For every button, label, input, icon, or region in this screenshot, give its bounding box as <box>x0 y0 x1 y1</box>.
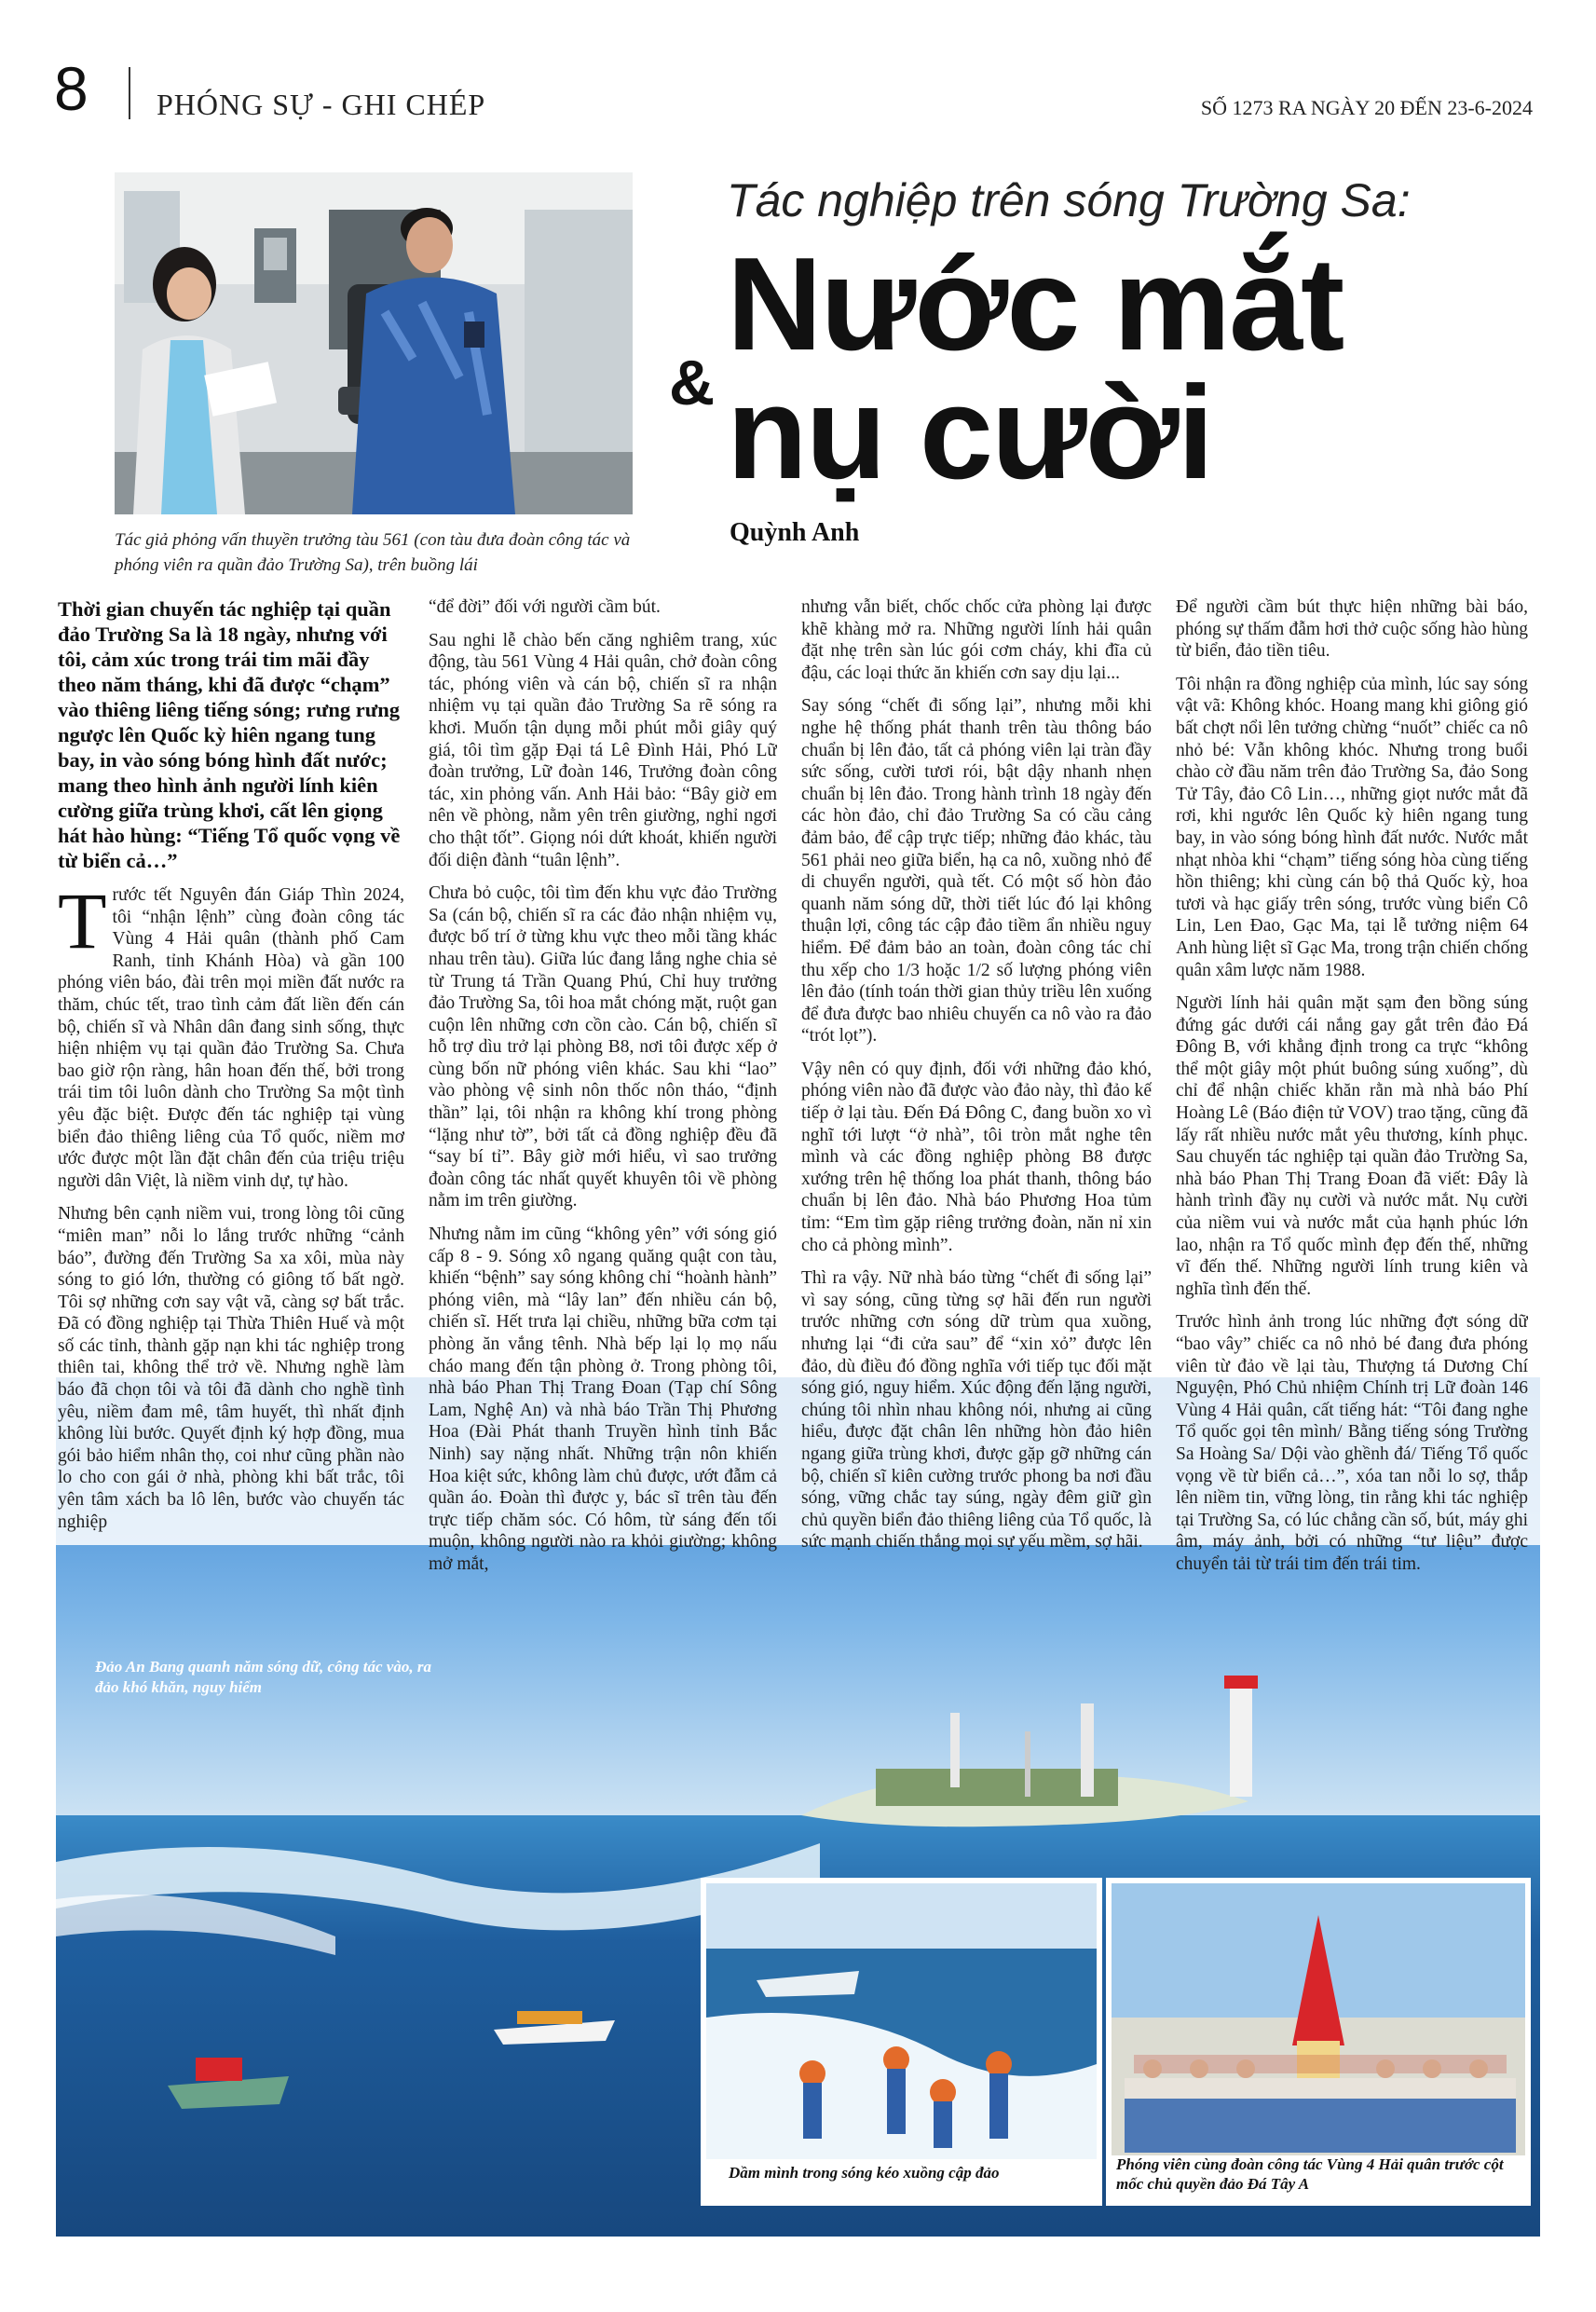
body-paragraph: Thì ra vậy. Nữ nhà báo từng “chết đi sống lại” vì say sóng, cũng từng sợ hãi đến run người trước những cơn sóng dữ trùm qua xuồng, nhưng lại “đi cửa sau” để “xin xỏ” được lên đảo, dù điều đó đồng nghĩa với tiếp tục đối mặt sóng gió, nguy hiểm. Xúc động đến lặng người, chúng tôi nhìn nhau không nói, nhưng ai cũng hiểu, được đặt chân lên những hòn đảo hiên ngang giữa trùng khơi, được gặp gỡ những cán bộ, chiến sĩ kiên cường trước phong ba nơi đầu sóng, vững chắc tay súng, ngày đêm giữ gìn chủ quyền biển đảo thiêng liêng của Tổ quốc, là sức mạnh chiến thắng mọi sự yếu mềm, sợ hãi. <box>801 1268 1152 1553</box>
boat-landing-photo <box>701 1878 1102 2206</box>
drop-cap: T <box>58 876 107 965</box>
body-text: rước tết Nguyên đán Giáp Thìn 2024, tôi “nhận lệnh” cùng đoàn công tác Vùng 4 Hải quân (thành phố Cam Ranh, tỉnh Khánh Hòa) và gần 100 phóng viên báo, đài trên mọi miền đất nước ra thăm, chúc tết, trao tình cảm đất liền đến cán bộ, chiến sĩ và Nhân dân đang sinh sống, thực hiện nhiệm vụ tại quần đảo Trường Sa. Chưa bao giờ rộn ràng, hân hoan đến thế, bởi trong trái tim tôi luôn dành cho Trường Sa một tình yêu đặc biệt. Được đến tác nghiệp tại vùng biển đảo thiêng liêng của Tổ quốc, niềm mơ ước được một lần đặt chân đến của triệu triệu người dân Việt, là niềm vinh dự, tự hào. <box>58 885 404 1191</box>
body-paragraph: Nhưng bên cạnh niềm vui, trong lòng tôi cũng “miên man” nỗi lo lắng trước những “cảnh báo”, đường đến Trường Sa xa xôi, mùa này sóng to gió lớn, thường có giông tố bất ngờ. Tôi sợ những cơn say vật vã, càng sợ bất trắc. Đã có đồng nghiệp tại Thừa Thiên Huế và một số các tỉnh, thành gặp nạn khi tác nghiệp trong thiên tai, không thể trở về. Nhưng nghề làm báo đã chọn tôi và tôi đã dành cho nghề tình yêu, niềm đam mê, tâm huyết, thì nhất định không lùi bước. Quyết định ký hợp đồng, mua gói bảo hiểm nhân thọ, coi như cũng phần nào lo cho con gái ở nhà, phòng khi bất trắc, tôi yên tâm xách ba lô lên, bước vào chuyến tác nghiệp <box>58 1204 404 1532</box>
marker-caption: Phóng viên cùng đoàn công tác Vùng 4 Hải quân trước cột mốc chủ quyền đảo Đá Tây A <box>1116 2155 1504 2193</box>
body-paragraph: Nhưng nằm im cũng “không yên” với sóng gió cấp 8 - 9. Sóng xô ngang quăng quật con tàu, khiến “bệnh” say sóng không chỉ “hoành hành” phóng viên, mà “lây lan” đến nhiều cán bộ, chiến sĩ. Hết trưa lại chiều, những bữa cơm tại phòng ăn vắng tênh. Nhà bếp lại lọ mọ nấu cháo mang đến tận phòng ở. Trong phòng tôi, nhà báo Phan Thị Trang Đoan (Tạp chí Sông Lam, Nghệ An) và nhà báo Trần Thị Phương Hoa (Đài Phát thanh Truyền hình tỉnh Bắc Ninh) say nặng nhất. Những trận nôn khiến Hoa kiệt sức, không làm chủ được, ướt đẫm cả quần áo. Đoàn thì được y, bác sĩ trên tàu đến trực tiếp chăm sóc. Có hôm, từ sáng đến tối muộn, không người nào ra khỏi giường; không mở mắt, <box>429 1224 777 1574</box>
article-column-3 <box>801 596 1152 1603</box>
body-paragraph: “để đời” đối với người cầm bút. <box>429 597 661 617</box>
island-photo-caption: Đảo An Bang quanh năm sóng dữ, công tác vào, ra đảo khó khăn, nguy hiểm <box>95 1658 431 1696</box>
boat-landing-caption: Dầm mình trong sóng kéo xuồng cập đảo <box>729 2164 1000 2182</box>
body-paragraph: Chưa bỏ cuộc, tôi tìm đến khu vực đảo Trường Sa (cán bộ, chiến sĩ ra các đảo nhận nhiệm vụ, được bố trí ở từng khu vực theo mỗi tầng khác nhau trên tàu). Giữa lúc đang lắng nghe chia sẻ từ Trung tá Trần Quang Phú, Chỉ huy trưởng đảo Trường Sa, tôi hoa mắt chóng mặt, ruột gan cuộn lên những cơn cồn cào. Cán bộ, chiến sĩ hỗ trợ dìu trở lại phòng B8, nơi tôi được xếp ở cùng bốn nữ phóng viên khác. Sau khi “lao” vào phòng vệ sinh nôn thốc nôn tháo, “định thần” lại, tôi nhận ra không khí trong phòng “lặng như tờ”, bởi tất cả đồng nghiệp đều đã “say bí tỉ”. Bây giờ mới hiểu, vì sao trưởng đoàn công tác nhất quyết khuyên tôi về phòng nằm im trên giường. <box>429 883 777 1211</box>
body-paragraph: Say sóng “chết đi sống lại”, nhưng mỗi khi nghe hệ thống phát thanh trên tàu thông báo chuẩn bị lên đảo, tất cả phóng viên lại tràn đầy sức sống, cười tươi rói, bật dậy nhanh nhẹn chuẩn bị lên đảo. Trong hành trình 18 ngày đến các hòn đảo, chỉ đảo Trường Sa có cầu cảng đảm bảo, để cập trực tiếp; những đảo khác, tàu 561 phải neo giữa biển, hạ ca nô, xuồng nhỏ để di chuyển người, quà tết. Có một số hòn đảo quanh năm sóng dữ, thời tiết lúc đó lại không thuận lợi, công tác cập đảo tiềm ẩn nhiều nguy hiểm. Để đảm bảo an toàn, đoàn công tác chỉ thu xếp cho 1/3 hoặc 1/2 số lượng phóng viên lên đảo (tính toán thời gian thủy triều lên xuống để đưa được bao nhiêu chuyến ca nô vào ra đảo “trót lọt”). <box>801 696 1152 1047</box>
section-name: PHÓNG SỰ - GHI CHÉP <box>157 88 486 121</box>
body-paragraph: Tôi nhận ra đồng nghiệp của mình, lúc say sóng vật vã: Không khóc. Hoang mang khi giông gió bất chợt nổi lên tưởng chừng “nuốt” chiếc ca nô nhỏ bé: Vẫn không khóc. Nhưng trong buổi chào cờ đầu năm trên đảo Trường Sa, đảo Song Tử Tây, đảo Cô Lin…, những giọt nước mắt đã rơi, khi ngước lên Quốc kỳ hiên ngang tung bay, in vào sóng bóng hình đất nước. Nước mắt nhạt nhòa khi “chạm” tiếng sóng hòa cùng tiếng hồn thiêng; khi cùng cán bộ thả Quốc kỳ, hoa tươi và hạc giấy trên sóng, trước vùng biển Cô Lin, Len Đao, Gạc Ma, tại lễ tưởng niệm 64 Anh hùng liệt sĩ Gạc Ma, trong trận chiến chống quân xâm lược năm 1988. <box>1176 674 1528 980</box>
article-title-line2: nụ cười <box>727 359 1213 507</box>
article-column-1 <box>58 596 404 1603</box>
article-column-2 <box>429 596 777 1603</box>
article-lead: Thời gian chuyến tác nghiệp tại quần đảo Trường Sa là 18 ngày, nhưng với tôi, cảm xúc trong trái tim mãi đầy theo năm tháng, khi đã được “chạm” vào thiêng liêng tiếng sóng; rưng rưng ngược lên Quốc kỳ hiên ngang tung bay, in vào sóng bóng hình đất nước; mang theo hình ảnh người lính kiên cường giữa trùng khơi, cất lên giọng hát hào hùng: “Tiếng Tổ quốc vọng về từ biển cả…” <box>58 597 401 872</box>
article-kicker: Tác nghiệp trên sóng Trường Sa: <box>727 174 1411 226</box>
header-divider <box>129 67 130 119</box>
body-paragraph: Để người cầm bút thực hiện những bài báo, phóng sự thấm đẫm hơi thở cuộc sống hào hùng từ biển, đảo tiền tiêu. <box>1176 597 1528 662</box>
body-paragraph <box>58 876 404 1192</box>
body-paragraph: Vậy nên có quy định, đối với những đảo khó, phóng viên nào đã được vào đảo này, thì đảo kế tiếp ở lại tàu. Đến Đá Đông C, đang buồn xo vì nghĩ tới lượt “ở nhà”, tôi tròn mắt nghe tên mình và các đồng nghiệp phòng B8 được xướng trên hệ thống loa phát thanh, thông báo chuẩn bị lên đảo. Nhà báo Phương Hoa tủm tỉm: “Em tìm gặp riêng trưởng đoàn, năn nỉ xin cho cả phòng mình”. <box>801 1059 1152 1255</box>
article-title-line1: Nước mắt <box>727 230 1344 378</box>
body-paragraph: Người lính hải quân mặt sạm đen bồng súng đứng gác dưới cái nắng gay gắt trên đảo Đá Đông B, với khẳng định trong ca trực “không thể một giây một phút buông súng xuống”, dù chỉ để nhận chiếc khăn rằn mà nhà báo Phí Hoàng Lê (Báo điện tử VOV) trao tặng, cũng đã lấy rất nhiều nước mắt yêu thương, kính phục. Sau chuyến tác nghiệp tại quần đảo Trường Sa, nhà báo Phan Thị Trang Đoan đã viết: Đây là hành trình đầy nụ cười và nước mắt. Nụ cười của niềm vui và nước mắt của hạnh phúc lớn lao, nhận ra Tổ quốc mình đẹp đến thế, những vĩ đến thế. Những người lính trung kiên và nghĩa tình đến thế. <box>1176 993 1528 1299</box>
title-ampersand: & <box>669 348 716 418</box>
article-column-4 <box>1176 596 1528 1603</box>
issue-info: SỐ 1273 RA NGÀY 20 ĐẾN 23-6-2024 <box>1200 96 1533 119</box>
byline: Quỳnh Anh <box>730 518 860 547</box>
page-number: 8 <box>54 54 89 123</box>
body-paragraph: nhưng vẫn biết, chốc chốc cửa phòng lại được khẽ khàng mở ra. Những người lính hải quân đặt nhẹ trên sàn lúc gói cơm cháy, khi đĩa củ đậu, các loại thức ăn khiến cơn say dịu lại... <box>801 597 1152 683</box>
body-paragraph: Sau nghi lễ chào bến căng nghiêm trang, xúc động, tàu 561 Vùng 4 Hải quân, chở đoàn công tác, phóng viên và cán bộ, chiến sĩ ra nhận nhiệm vụ tại quần đảo Trường Sa rẽ sóng ra khơi. Muốn tận dụng mỗi phút mỗi giây quý giá, tôi tìm gặp Đại tá Lê Đình Hải, Phó Lữ đoàn trưởng, Lữ đoàn 146, Trưởng đoàn công tác, xin phỏng vấn. Anh Hải bảo: “Bây giờ em nên về phòng, nằm yên trên giường, nghỉ ngơi cho thật tốt”. Giọng nói dứt khoát, khiến người đối diện đành “tuân lệnh”. <box>429 630 777 870</box>
interview-photo <box>115 172 633 514</box>
top-photo-caption: Tác giả phỏng vấn thuyền trưởng tàu 561 (con tàu đưa đoàn công tác và phóng viên ra quần đảo Trường Sa), trên buồng lái <box>115 530 631 575</box>
body-paragraph: Trước hình ảnh trong lúc những đợt sóng dữ “bao vây” chiếc ca nô nhỏ bé đang đưa phóng viên từ đảo về lại tàu, Thượng tá Dương Chí Nguyện, Phó Chủ nhiệm Chính trị Lữ đoàn 146 Vùng 4 Hải quân, cất tiếng hát: “Tôi đang nghe Tổ quốc gọi tên mình/ Bằng tiếng sóng Trường Sa Hoàng Sa/ Dội vào ghềnh đá/ Tiếng Tổ quốc vọng về từ biển cả…”, xóa tan nỗi lo sợ, thắp lên niềm tin, vững lòng, tin rằng khi tác nghiệp tại Trường Sa, có lúc chẳng cần số, bút, máy ghi âm, máy ảnh, bởi có những “tư liệu” được chuyển tải từ trái tim đến trái tim. <box>1176 1312 1528 1574</box>
